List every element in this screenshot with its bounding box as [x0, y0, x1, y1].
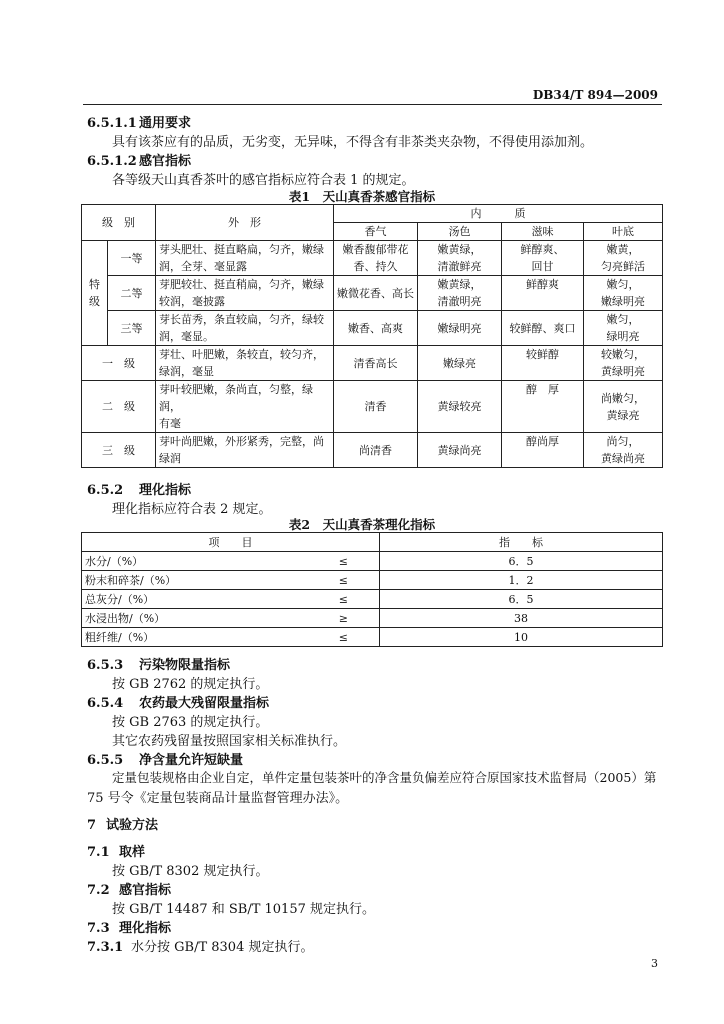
item-cell: 水分/（%） ≤ [82, 552, 380, 571]
section-654-text2: 其它农药残留量按照国家相关标准执行。 [112, 734, 347, 749]
shape-cell: 芽头肥壮、挺直略扁，匀齐，嫩绿 润，全芽、毫显露 [156, 241, 334, 276]
section-72-text: 按 GB/T 14487 和 SB/T 10157 规定执行。 [112, 902, 376, 917]
section-number: 6.5.1.2 [87, 154, 137, 169]
aroma-cell: 嫩香馥郁带花 香、持久 [334, 241, 418, 276]
aroma-cell: 尚清香 [334, 433, 418, 468]
taste-cell: 较鲜醇 [502, 346, 584, 381]
section-655-text1: 定量包装规格由企业自定，单件定量包装茶叶的净含量负偏差应符合原国家技术监督局（2005）第 [112, 770, 657, 785]
section-number: 7.1 [87, 845, 110, 860]
section-title: 通用要求 [139, 116, 192, 131]
section-title: 污染物限量指标 [139, 658, 231, 673]
shape-cell: 芽长苗秀，条直较扁，匀齐，绿较 润，毫显。 [156, 311, 334, 346]
section-title: 试验方法 [106, 818, 159, 833]
section-number: 6.5.1.1 [87, 116, 137, 131]
header-taste: 滋味 [502, 223, 584, 241]
liquor-cell: 嫩黄绿， 清澈明亮 [418, 276, 502, 311]
table-row [82, 571, 663, 590]
section-title: 感官指标 [139, 154, 192, 169]
aroma-cell: 清香 [334, 381, 418, 433]
liquor-cell: 嫩绿亮 [418, 346, 502, 381]
section-title: 理化指标 [119, 921, 172, 936]
header-shape: 外 形 [156, 205, 334, 241]
table-row [82, 276, 663, 311]
aroma-cell: 嫩微花香、高长 [334, 276, 418, 311]
liquor-cell: 嫩绿明亮 [418, 311, 502, 346]
leaf-cell: 尚嫩匀， 黄绿亮 [584, 381, 663, 433]
table-row [82, 590, 663, 609]
section-71-heading [87, 841, 145, 860]
section-72-heading [87, 879, 171, 898]
leaf-cell: 尚匀， 黄绿尚亮 [584, 433, 663, 468]
table-row [82, 241, 663, 276]
taste-cell: 鲜醇爽、 回甘 [502, 241, 584, 276]
header-leaf: 叶底 [584, 223, 663, 241]
sensory-table [81, 204, 663, 468]
taste-cell: 醇尚厚 [502, 433, 584, 468]
section-text: 水分按 GB/T 8304 规定执行。 [131, 940, 314, 955]
table2-caption: 表2 天山真香茶理化指标 [288, 517, 436, 532]
section-655-text2: 75 号令《定量包装商品计量监督管理办法》。 [87, 791, 349, 806]
section-number: 7.2 [87, 883, 110, 898]
value-cell: 6．5 [380, 552, 663, 571]
header-grade: 级 别 [82, 205, 156, 241]
taste-cell: 较鲜醇、爽口 [502, 311, 584, 346]
standard-code: DB34/T 894—2009 [532, 88, 658, 102]
section-73-heading [87, 917, 171, 936]
section-number: 6.5.2 [87, 483, 124, 498]
shape-cell: 芽叶较肥嫩，条尚直，匀整，绿润， 有毫 [156, 381, 334, 433]
section-654-heading [87, 692, 269, 711]
shape-cell: 芽壮、叶肥嫩，条较直，较匀齐， 绿润，毫显 [156, 346, 334, 381]
section-number: 6.5.3 [87, 658, 124, 673]
section-6512-heading [87, 150, 191, 169]
grade-cell: 一 级 [82, 346, 156, 381]
section-title: 农药最大残留限量指标 [139, 696, 270, 711]
header-inner-quality: 内 质 [334, 205, 663, 223]
aroma-cell: 清香高长 [334, 346, 418, 381]
section-7-heading [87, 814, 158, 833]
table-header-row [82, 205, 663, 223]
aroma-cell: 嫩香、高爽 [334, 311, 418, 346]
shape-cell: 芽肥较壮、挺直稍扁，匀齐，嫩绿 较润，毫披露 [156, 276, 334, 311]
item-cell: 总灰分/（%） ≤ [82, 590, 380, 609]
grade-cell: 二等 [108, 276, 156, 311]
special-grade-cell: 特 级 [82, 241, 108, 346]
table-row [82, 433, 663, 468]
operator: ≤ [338, 592, 348, 606]
table-row [82, 346, 663, 381]
section-title: 净含量允许短缺量 [139, 753, 244, 768]
table-row [82, 381, 663, 433]
section-652-text: 理化指标应符合表 2 规定。 [112, 502, 272, 517]
header-item: 项 目 [82, 533, 380, 552]
section-number: 6.5.5 [87, 753, 124, 768]
value-cell: 6．5 [380, 590, 663, 609]
section-653-text: 按 GB 2762 的规定执行。 [112, 677, 269, 692]
table1-caption: 表1 天山真香茶感官指标 [288, 189, 436, 204]
leaf-cell: 嫩匀， 嫩绿明亮 [584, 276, 663, 311]
section-number: 6.5.4 [87, 696, 124, 711]
leaf-cell: 嫩黄， 匀亮鲜活 [584, 241, 663, 276]
value-cell: 10 [380, 628, 663, 647]
item-cell: 粉末和碎茶/（%） ≤ [82, 571, 380, 590]
table-row [82, 628, 663, 647]
table-row [82, 609, 663, 628]
taste-cell: 鲜醇爽 [502, 276, 584, 311]
section-6511-text: 具有该茶应有的品质，无劣变，无异味，不得含有非茶类夹杂物，不得使用添加剂。 [112, 135, 594, 150]
item-cell: 粗纤维/（%） ≤ [82, 628, 380, 647]
physchem-table [81, 532, 663, 647]
section-number: 7 [87, 818, 97, 833]
grade-cell: 二 级 [82, 381, 156, 433]
table-row [82, 311, 663, 346]
section-title: 理化指标 [139, 483, 192, 498]
page-number: 3 [651, 957, 658, 970]
operator: ≤ [338, 573, 348, 587]
liquor-cell: 嫩黄绿， 清澈鲜亮 [418, 241, 502, 276]
section-title: 感官指标 [119, 883, 172, 898]
section-653-heading [87, 654, 230, 673]
section-71-text: 按 GB/T 8302 规定执行。 [112, 864, 269, 879]
leaf-cell: 嫩匀， 绿明亮 [584, 311, 663, 346]
section-number: 7.3.1 [87, 940, 124, 955]
grade-cell: 三 级 [82, 433, 156, 468]
section-6511-heading [87, 112, 191, 131]
section-title: 取样 [119, 845, 146, 860]
table-row [82, 552, 663, 571]
section-654-text1: 按 GB 2763 的规定执行。 [112, 715, 269, 730]
section-652-heading [87, 479, 191, 498]
header-aroma: 香气 [334, 223, 418, 241]
section-number: 7.3 [87, 921, 110, 936]
section-6512-text: 各等级天山真香茶叶的感官指标应符合表 1 的规定。 [112, 173, 415, 188]
value-cell: 38 [380, 609, 663, 628]
value-cell: 1．2 [380, 571, 663, 590]
operator: ≤ [338, 630, 348, 644]
header-index: 指 标 [380, 533, 663, 552]
header-rule [83, 104, 662, 105]
operator: ≥ [338, 611, 348, 625]
liquor-cell: 黄绿较亮 [418, 381, 502, 433]
section-655-heading [87, 749, 243, 768]
header-liquor: 汤色 [418, 223, 502, 241]
leaf-cell: 较嫩匀， 黄绿明亮 [584, 346, 663, 381]
item-cell: 水浸出物/（%） ≥ [82, 609, 380, 628]
taste-cell: 醇 厚 [502, 381, 584, 433]
section-731 [87, 936, 313, 955]
grade-cell: 三等 [108, 311, 156, 346]
table-header-row [82, 533, 663, 552]
operator: ≤ [338, 554, 348, 568]
grade-cell: 一等 [108, 241, 156, 276]
liquor-cell: 黄绿尚亮 [418, 433, 502, 468]
shape-cell: 芽叶尚肥嫩，外形紧秀，完整，尚 绿润 [156, 433, 334, 468]
